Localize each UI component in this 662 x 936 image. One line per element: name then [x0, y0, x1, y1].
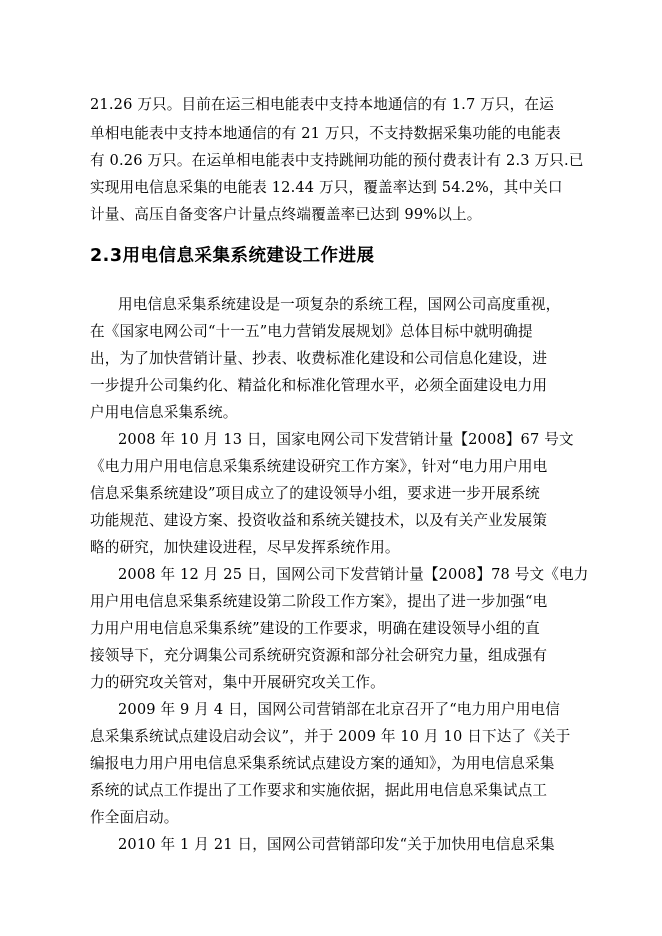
- text-line: 功能规范、建设方案、投资收益和系统关键技术，以及有关产业发展策: [90, 512, 548, 529]
- text-line: 2008 年 12 月 25 日，国网公司下发营销计量【2008】78 号文《电力: [118, 566, 589, 583]
- text-line: 信息采集系统建设”项目成立了的建设领导小组，要求进一步开展系统: [90, 485, 540, 502]
- text-line: 力的研究攻关管对，集中开展研究攻关工作。: [90, 674, 385, 691]
- text-line: 略的研究，加快建设进程，尽早发挥系统作用。: [90, 539, 400, 556]
- text-line: 实现用电信息采集的电能表 12.44 万只，覆盖率达到 54.2%，其中关口: [90, 179, 563, 196]
- section-heading: 2.3用电信息采集系统建设工作进展: [90, 246, 375, 266]
- text-line: 一步提升公司集约化、精益化和标准化管理水平，必须全面建设电力用: [90, 377, 548, 394]
- text-line: 单相电能表中支持本地通信的有 21 万只，不支持数据采集功能的电能表: [90, 125, 561, 142]
- text-line: 户用电信息采集系统。: [90, 404, 238, 421]
- text-line: 用户用电信息采集系统建设第二阶段工作方案》，提出了进一步加强“电: [90, 593, 548, 610]
- text-line: 出，为了加快营销计量、抄表、收费标准化建设和公司信息化建设，进: [90, 350, 548, 367]
- text-line: 作全面启动。: [90, 809, 179, 826]
- text-line: 21.26 万只。目前在运三相电能表中支持本地通信的有 1.7 万只，在运: [90, 96, 554, 113]
- text-line: 2009 年 9 月 4 日，国网公司营销部在北京召开了“电力用户用电信: [118, 701, 561, 718]
- text-line: 接领导下，充分调集公司系统研究资源和部分社会研究力量，组成强有: [90, 647, 548, 664]
- text-line: 《电力用户用电信息采集系统建设研究工作方案》，针对“电力用户用电: [90, 458, 548, 475]
- text-line: 计量、高压自备变客户计量点终端覆盖率已达到 99%以上。: [90, 206, 482, 223]
- text-line: 有 0.26 万只。在运单相电能表中支持跳闸功能的预付费表计有 2.3 万只.已: [90, 152, 584, 169]
- text-line: 在《国家电网公司“十一五”电力营销发展规划》总体目标中就明确提: [90, 323, 533, 340]
- text-line: 2010 年 1 月 21 日，国网公司营销部印发“关于加快用电信息采集: [118, 836, 555, 853]
- text-line: 用电信息采集系统建设是一项复杂的系统工程，国网公司高度重视，: [118, 296, 561, 313]
- text-line: 力用户用电信息采集系统”建设的工作要求，明确在建设领导小组的直: [90, 620, 540, 637]
- text-line: 2008 年 10 月 13 日，国家电网公司下发营销计量【2008】67 号文: [118, 431, 574, 448]
- text-line: 编报电力用户用电信息采集系统试点建设方案的通知》，为用电信息采集: [90, 755, 555, 772]
- text-line: 息采集系统试点建设启动会议”，并于 2009 年 10 月 10 日下达了《关于: [90, 728, 571, 745]
- text-line: 系统的试点工作提出了工作要求和实施依据，据此用电信息采集试点工: [90, 782, 548, 799]
